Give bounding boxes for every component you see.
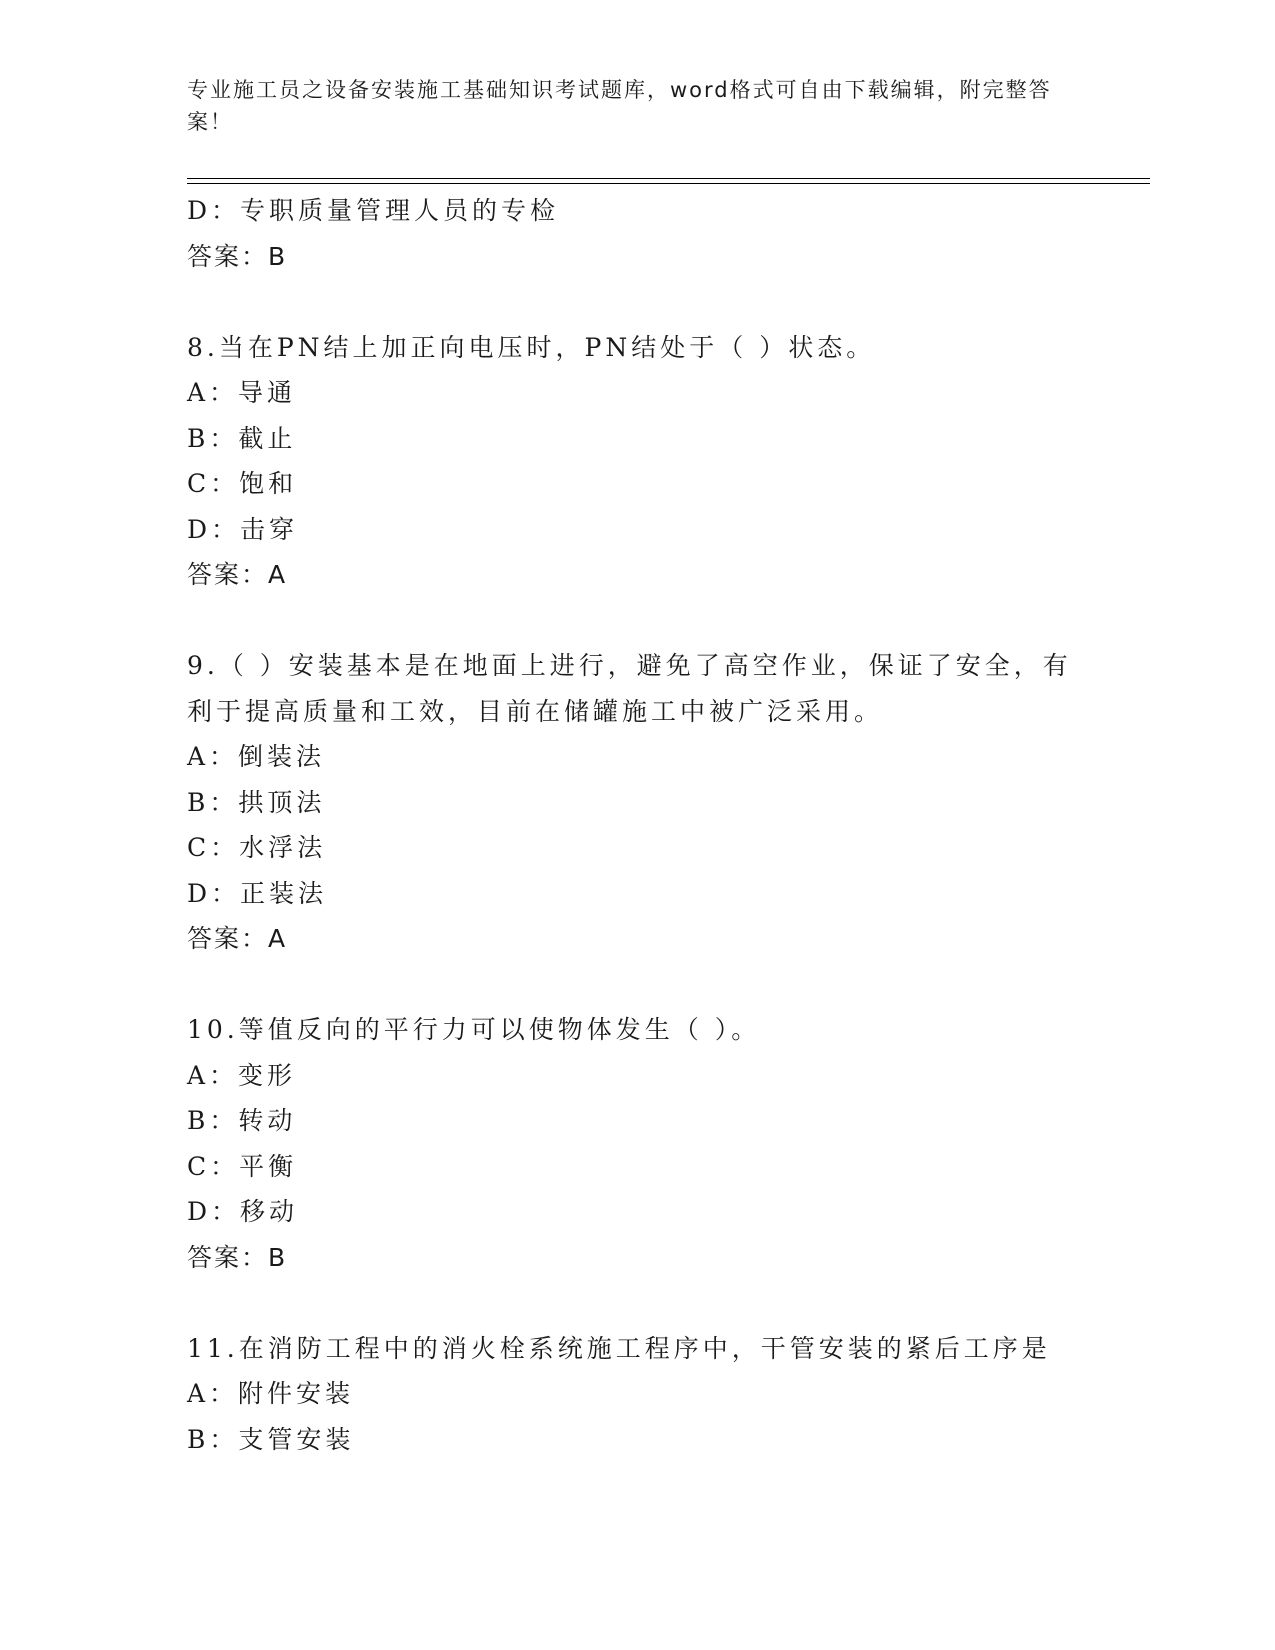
question-stem: 11.在消防工程中的消火栓系统施工程序中，干管安装的紧后工序是 bbox=[187, 1333, 1051, 1363]
option-b: B：转动 bbox=[187, 1106, 297, 1135]
option-c: C：饱和 bbox=[187, 469, 298, 498]
option-b: B：截止 bbox=[187, 423, 297, 453]
option-c: C：平衡 bbox=[187, 1151, 298, 1181]
document-header: 专业施工员之设备安装施工基础知识考试题库，word格式可自由下载编辑，附完整答案！ bbox=[187, 78, 1052, 134]
option-a: A：附件安装 bbox=[187, 1379, 355, 1408]
option-d: D：移动 bbox=[187, 1197, 299, 1226]
option-b: B：拱顶法 bbox=[187, 787, 326, 817]
question-stem: 9.（ ）安装基本是在地面上进行，避免了高空作业，保证了安全，有 bbox=[187, 651, 1072, 680]
option-c: C：水浮法 bbox=[187, 833, 327, 862]
answer-line: 答案：A bbox=[187, 560, 288, 589]
option-b: B：支管安装 bbox=[187, 1424, 355, 1454]
answer-line: 答案：B bbox=[187, 241, 288, 271]
spacer bbox=[187, 598, 1087, 644]
spacer bbox=[187, 279, 1087, 325]
question-stem: 10.等值反向的平行力可以使物体发生（ ）。 bbox=[187, 1015, 761, 1044]
option-d: D：专职质量管理人员的专检 bbox=[187, 196, 560, 225]
option-a: A：导通 bbox=[187, 378, 297, 407]
question-list bbox=[187, 188, 1087, 1462]
question-stem-continued: 利于提高质量和工效，目前在储罐施工中被广泛采用。 bbox=[187, 696, 884, 726]
spacer bbox=[187, 1280, 1087, 1326]
spacer bbox=[187, 962, 1087, 1008]
answer-line: 答案：B bbox=[187, 1242, 288, 1272]
option-a: A：变形 bbox=[187, 1060, 297, 1090]
option-d: D：击穿 bbox=[187, 514, 299, 544]
header-rule-top bbox=[187, 178, 1150, 179]
option-d: D：正装法 bbox=[187, 878, 328, 908]
question-stem: 8.当在PN结上加正向电压时，PN结处于（ ）状态。 bbox=[187, 332, 876, 362]
header-rule-bottom bbox=[187, 183, 1150, 184]
answer-line: 答案：A bbox=[187, 924, 288, 953]
option-a: A：倒装法 bbox=[187, 742, 326, 771]
